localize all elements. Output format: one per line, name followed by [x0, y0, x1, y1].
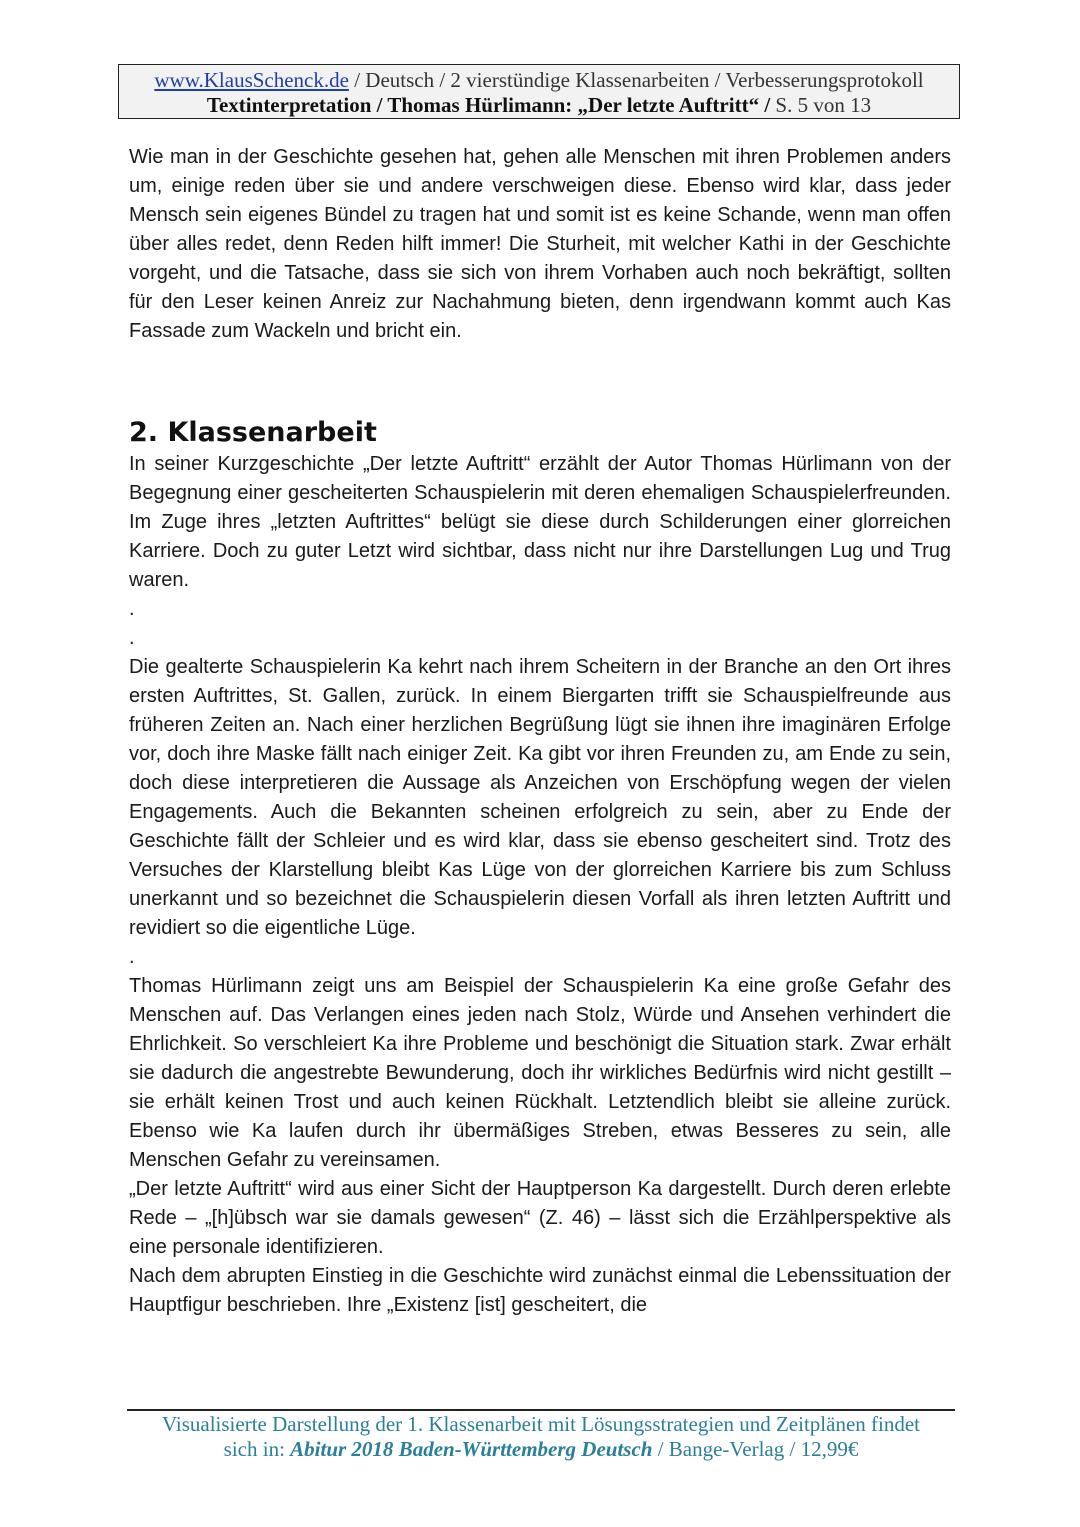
paragraph-interpretation: Thomas Hürlimann zeigt uns am Beispiel der Schauspielerin Ka eine große Gefahr des Menschen auf. Das Verlangen eines jeden nach Stolz, Würde und Ansehen verhindert die Ehrlichkeit. So verschleiert Ka ihre Probleme und beschönigt die Situation stark. Zwar erhält sie dadurch die angestrebte Bewunderung, doch ihr wirkliches Bedürfnis wird nicht gestillt – sie erhält keinen Trost und auch keinen Rückhalt. Letztendlich bleibt sie alleine zurück. Ebenso wie Ka laufen durch ihr übermäßiges Streben, etwas Besseres zu sein, alle Menschen Gefahr zu vereinsamen.: [129, 975, 951, 1171]
publisher-price: / Bange-Verlag / 12,99€: [652, 1437, 859, 1461]
footer-prefix: sich in:: [223, 1437, 291, 1461]
paragraph-structure: Nach dem abrupten Einstieg in die Geschichte wird zunächst einmal die Lebenssituation der Hauptfigur beschrieben. Ihre „Existenz [ist] gescheitert, die: [129, 1265, 951, 1316]
website-link[interactable]: www.KlausSchenck.de: [154, 68, 349, 92]
header-line-1: [119, 68, 959, 93]
header-breadcrumb: / Deutsch / 2 vierstündige Klassenarbeiten / Verbesserungsprotokoll: [348, 68, 924, 92]
document-body: [129, 143, 951, 1320]
footer-divider: [127, 1409, 955, 1411]
page-footer: [127, 1412, 955, 1462]
page-header: [118, 64, 960, 119]
separator-dot: .: [129, 627, 135, 649]
footer-line-1: Visualisierte Darstellung der 1. Klassenarbeit mit Lösungsstrategien und Zeitplänen findet: [161, 1412, 921, 1436]
intro-paragraph: Wie man in der Geschichte gesehen hat, gehen alle Menschen mit ihren Problemen anders um, einige reden über sie und andere verschweigen diese. Ebenso wird klar, dass jeder Mensch sein eigenes Bündel zu tragen hat und somit ist es keine Schande, wenn man offen über alles redet, denn Reden hilft immer! Die Sturheit, mit welcher Kathi in der Geschichte vorgeht, und die Tatsache, dass sie sich von ihrem Vorhaben auch noch bekräftigt, sollten für den Leser keinen Anreiz zur Nachahmung bieten, denn irgendwann kommt auch Kas Fassade zum Wackeln und bricht ein.: [129, 146, 951, 342]
section-heading: 2. Klassenarbeit: [129, 417, 377, 448]
paragraph-summary: In seiner Kurzgeschichte „Der letzte Auftritt“ erzählt der Autor Thomas Hürlimann von der Begegnung einer gescheiterten Schauspielerin mit deren ehemaligen Schauspielerfreunden. Im Zuge ihres „letzten Auftrittes“ belügt sie diese durch Schilderungen einer glorreichen Karriere. Doch zu guter Letzt wird sichtbar, dass nicht nur ihre Darstellungen Lug und Trug waren.: [129, 453, 951, 591]
separator-dot: .: [129, 598, 135, 620]
header-line-2: [119, 93, 959, 118]
page-number: S. 5 von 13: [770, 93, 872, 117]
book-title: Abitur 2018 Baden-Württemberg Deutsch: [290, 1437, 653, 1461]
paragraph-content: Die gealterte Schauspielerin Ka kehrt nach ihrem Scheitern in der Branche an den Ort ihres ersten Auftrittes, St. Gallen, zurück. In einem Biergarten trifft sie Schauspielfreunde aus früheren Zeiten an. Nach einer herzlichen Begrüßung lügt sie ihnen ihre imaginären Erfolge vor, doch ihre Maske fällt nach einiger Zeit. Ka gibt vor ihren Freunden zu, am Ende zu sein, doch diese interpretieren die Aussage als Anzeichen von Erschöpfung wegen der vielen Engagements. Auch die Bekannten scheinen erfolgreich zu sein, aber zu Ende der Geschichte fällt der Schleier und es wird klar, dass sie ebenso gescheitert sind. Trotz des Versuches der Klarstellung bleibt Kas Lüge von der glorreichen Karriere bis zum Schluss unerkannt und so bezeichnet die Schauspielerin diesen Vorfall als ihren letzten Auftritt und revidiert so die eigentliche Lüge.: [129, 656, 951, 939]
paragraph-perspective: „Der letzte Auftritt“ wird aus einer Sicht der Hauptperson Ka dargestellt. Durch deren erlebte Rede – „[h]übsch war sie damals gewesen“ (Z. 46) – lässt sich die Erzählperspektive als eine personale identifizieren.: [129, 1178, 951, 1258]
document-title: Textinterpretation / Thomas Hürlimann: „Der letzte Auftritt“ /: [206, 93, 771, 117]
separator-dot: .: [129, 946, 135, 968]
footer-line-2: [127, 1437, 955, 1462]
